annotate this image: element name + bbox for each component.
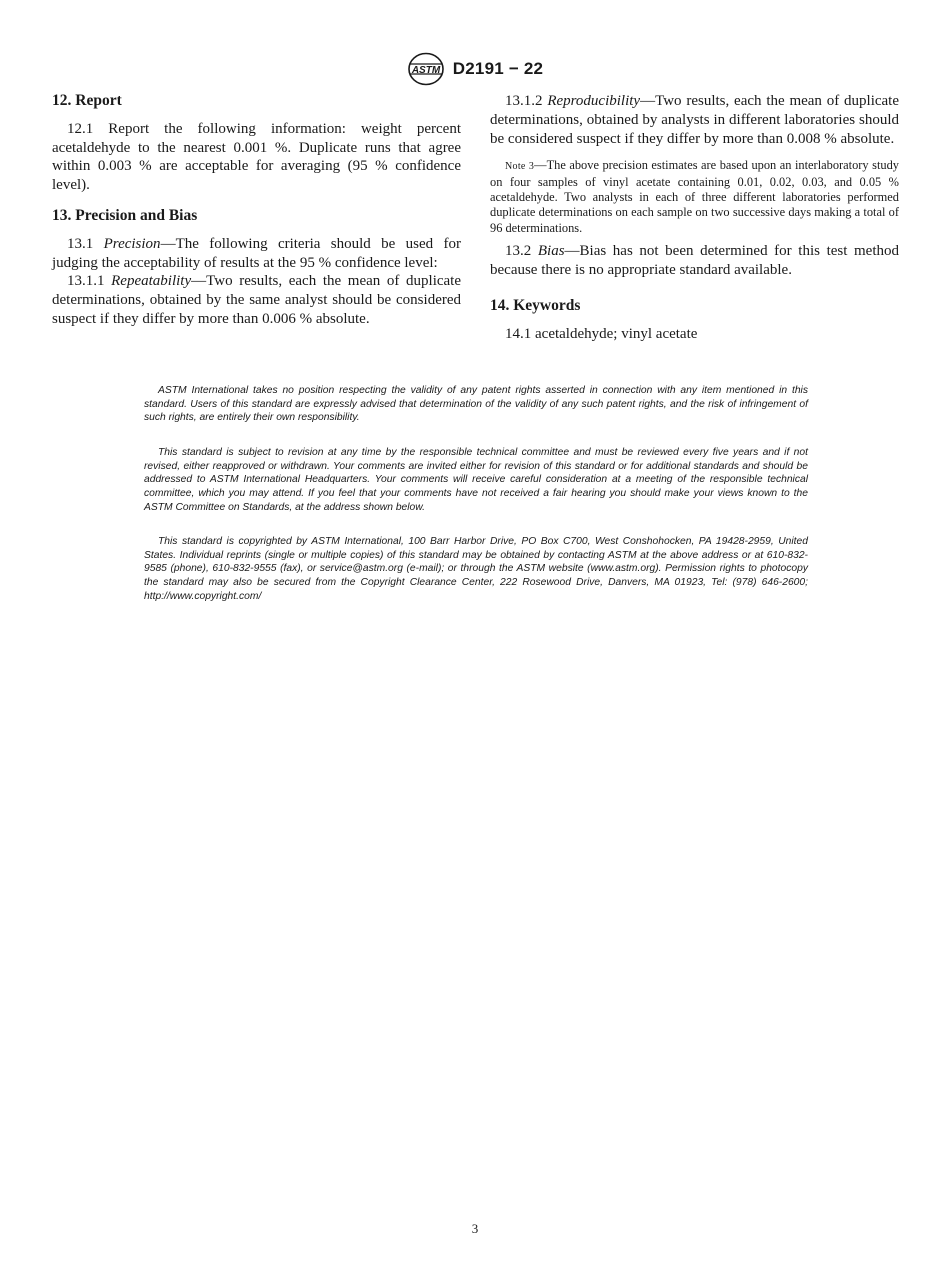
note-3-text: —The above precision estimates are based upon an interlaboratory study on four samples of vinyl acetate containing 0.01, 0.02, 0.03, and 0.05 % acetaldehyde. Two analysts in each of three different laboratories performed duplicate determinations on each sample on two successive days making a total of 96 determinations. xyxy=(490,158,899,235)
section-13-title: 13. Precision and Bias xyxy=(52,206,198,224)
paragraph-13-1-2-text: —Two results, each the mean of duplicate determinations, obtained by analysts in different laboratories should be considered suspect if they differ by more than 0.008 % absolute. xyxy=(490,93,899,147)
right-column xyxy=(490,92,899,344)
paragraph-13-2 xyxy=(490,242,899,280)
astm-logo-icon xyxy=(407,52,445,86)
footer-revision-notice: This standard is subject to revision at any time by the responsible technical committee and must be reviewed every five years and if not revised, either reapproved or withdrawn. Your comments are invited either for revision of this standard or for additional standards and should be addressed to ASTM International Headquarters. Your comments will receive careful consideration at a meeting of the responsible technical committee, which you may attend. If you feel that your comments have not received a fair hearing you should make your views known to the ASTM Committee on Standards, at the address shown below. xyxy=(144,447,808,513)
page-number: 3 xyxy=(471,1221,479,1236)
footer-copyright-notice: This standard is copyrighted by ASTM International, 100 Barr Harbor Drive, PO Box C700, West Conshohocken, PA 19428-2959, United States. Individual reprints (single or multiple copies) of this standard may be obtained by contacting ASTM at the above address or at 610-832-9585 (phone), 610-832-9555 (fax), or service@astm.org (e-mail); or through the ASTM website (www.astm.org). Permission rights to photocopy the standard may also be secured from the Copyright Clearance Center, 222 Rosewood Drive, Danvers, MA 01923, Tel: (978) 646-2600; http://www.copyright.com/ xyxy=(144,536,808,602)
paragraph-13-1-1 xyxy=(52,272,461,328)
paragraph-13-1-term: Precision xyxy=(103,235,161,252)
paragraph-13-1 xyxy=(52,235,461,273)
page-header xyxy=(0,52,950,86)
paragraph-13-1-1-term: Repeatability xyxy=(111,273,192,290)
paragraph-13-1-2 xyxy=(490,92,899,148)
note-3-label: Note 3 xyxy=(505,161,535,173)
footer-patent-notice: ASTM International takes no position respecting the validity of any patent rights asserted in connection with any item mentioned in this standard. Users of this standard are expressly advised that determination of the validity of any such patent rights, and the risk of infringement of such rights, are entirely their own responsibility. xyxy=(144,385,808,424)
note-3 xyxy=(490,158,899,235)
section-12-title: 12. Report xyxy=(52,92,122,109)
paragraph-13-1-1-text: —Two results, each the mean of duplicate determinations, obtained by the same analyst should be considered suspect if they differ by more than 0.006 % absolute. xyxy=(52,273,462,327)
paragraph-13-1-2-number: 13.1.2 xyxy=(505,93,543,109)
left-column xyxy=(52,92,461,329)
paragraph-13-1-2-term: Reproducibility xyxy=(547,93,641,109)
paragraph-13-2-text: —Bias has not been determined for this test method because there is no appropriate standard available. xyxy=(490,242,899,278)
paragraph-13-1-1-number: 13.1.1 xyxy=(67,273,105,290)
paragraph-12-1: 12.1 Report the following information: weight percent acetaldehyde to the nearest 0.001 %. Duplicate runs that agree within 0.003 % are acceptable for averaging (95 % confidence level). xyxy=(52,120,461,194)
paragraph-13-1-number: 13.1 xyxy=(67,235,94,252)
paragraph-13-2-number: 13.2 xyxy=(505,242,532,259)
paragraph-13-2-term: Bias xyxy=(537,242,565,259)
section-14-title: 14. Keywords xyxy=(490,297,581,315)
document-designation: D2191 − 22 xyxy=(452,59,544,78)
svg-text:ASTM: ASTM xyxy=(411,65,440,76)
paragraph-13-1-text: —The following criteria should be used for judging the acceptability of results at the 95 % confidence level: xyxy=(52,235,462,271)
paragraph-14-1: 14.1 acetaldehyde; vinyl acetate xyxy=(505,326,698,343)
